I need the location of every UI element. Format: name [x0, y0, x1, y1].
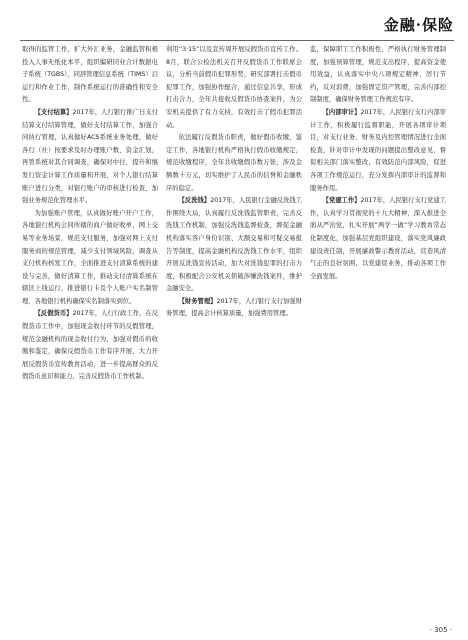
paragraph [22, 208, 158, 309]
page-header [0, 0, 468, 40]
article-body [22, 44, 448, 618]
page-number: · 305 · [429, 626, 452, 634]
paragraph [22, 44, 158, 107]
paragraph [310, 195, 446, 283]
paragraph [22, 308, 158, 384]
text-column-1 [22, 44, 158, 618]
section-title: 金融·保险 [383, 16, 454, 34]
paragraph-text: 2017年，人民银行支行内部审计工作，积极履行监督职能，开展各项审计项目，对支行业务、财务及内控管理情况进行全面检查，针对审计中发现的问题提出整改意见，督促相关部门落实整改，有效防范内部风险，促进各项工作规范运行，充分发挥内部审计的监督和服务作用。 [310, 108, 446, 192]
section-heading: 【反洗钱】 [178, 197, 211, 205]
paragraph-text: 2017年，人民银行金融反洗钱工作围绕大局，认真履行反洗钱监管职责，完善反洗钱工作机制，加强反洗钱监督检查，督促金融机构落实客户身份识别、大额交易和可疑交易报告等制度，提高金融机构反洗钱工作水平，组织开展反洗钱宣传活动，加大对洗钱犯罪的打击力度，积极配合公安机关侦破涉嫌洗钱案件，维护金融安全。 [166, 197, 302, 293]
section-heading: 【支付结算】 [34, 108, 73, 116]
header-divider [20, 40, 454, 41]
paragraph [166, 296, 302, 321]
paragraph-text: 监，保障职工工作积极性，严格执行财务管理制度，加强预算管理，规范支出程序，提高资金使用效益，认真落实中央八项规定精神，厉行节约，反对浪费，加强固定资产管理，完善内部控制制度，确保财务管理工作规范有序。 [310, 46, 446, 104]
paragraph-text: 2017年，人民银行支行党建工作，认真学习贯彻党的十九大精神，深入推进全面从严治党，扎实开展“两学一做”学习教育常态化制度化，加强基层党组织建设，落实党风廉政建设责任制，开展廉政警示教育活动，营造风清气正的良好氛围，以党建促业务，推动各项工作全面发展。 [310, 197, 446, 280]
paragraph [166, 44, 302, 132]
text-column-3 [310, 44, 446, 618]
paragraph-text: 2017年，人行行政工作，在反假货币工作中，加强现金收付环节的反假管理，规范金融机构的现金收付行为，加强对假币的收缴和鉴定，确保反假货币工作有序开展，大力开展反假货币宣传教育活动，进一步提高群众的反假货币意识和能力，完善反假货币工作机制。 [22, 310, 158, 381]
paragraph-text: 2017年，人行银行支行加强财务管理，提高会计核算质量，加强费用管理。 [166, 297, 302, 318]
paragraph [166, 132, 302, 195]
paragraph [310, 44, 446, 107]
paragraph-text: 取得的监管工作，扩大外汇业务，金融监管积极投入人事无纸化本平，组织编研同业合计数据电子系统（TGBS），同辞管理信息系统（TIMS）启运行和作业工作，制作系统运行的准确性和安全性。 [22, 46, 158, 104]
section-heading: 【财务管理】 [178, 297, 217, 305]
paragraph [22, 107, 158, 208]
section-heading: 【党建工作】 [322, 197, 361, 205]
section-heading: 【反假货币】 [34, 310, 73, 318]
text-column-2 [166, 44, 302, 618]
paragraph-text: 为加强账户管理，认真做好账户开户工作，各地银行机构会同所辖的商户做好收单，网上交易等业务场景，规范支付服务，加强对网上支付服务商的规范管理，减少支付领域风险，调查从支付机构核发工作，全面推进支付清算系统的建设与完善，做好清算工作，推动支付清算系统在辖区上线运行，推进银行卡及个人账户实名制管理，各地银行机构确保实名制落实到位。 [22, 209, 158, 305]
paragraph-text: 依法履行反假货币职责，做好假币收缴、鉴定工作，各地银行机构严格执行假币收缴规定，规范收缴程序，全年共收缴假币数万张，涉及金额数十万元，切实维护了人民币的信誉和金融秩序的稳定。 [166, 134, 302, 192]
paragraph [310, 107, 446, 195]
paragraph [166, 195, 302, 296]
section-heading: 【内部审计】 [322, 108, 361, 116]
paragraph-text: 利用“3·15”以及宣传周开展反假货币宣传工作。8月，联合公检法机关召开反假货币工作联席会议，分析当前假币犯罪形势，研究部署打击假币犯罪工作，加强协作配合，通过信息共享，形成打击合力，全年共接收反假货币协查案件，为公安机关提供了有力支持，有效打击了假币犯罪活动。 [166, 46, 302, 129]
paragraph-text: 2017年，人行银行推广日支付结算支付结算管理，做好支付结算工作，加强合同执行管理，认真做好ACS系统业务处理，做好各行（社）按要求及时办理账户数、资金汇划，再管系统对其合同调查，确保对中付，提升和继发行资金计算工作质量和开展，对个人银行结算账户进行分类，对银行账户的审核进行检查，加强业务规范化管理水平。 [22, 108, 158, 205]
